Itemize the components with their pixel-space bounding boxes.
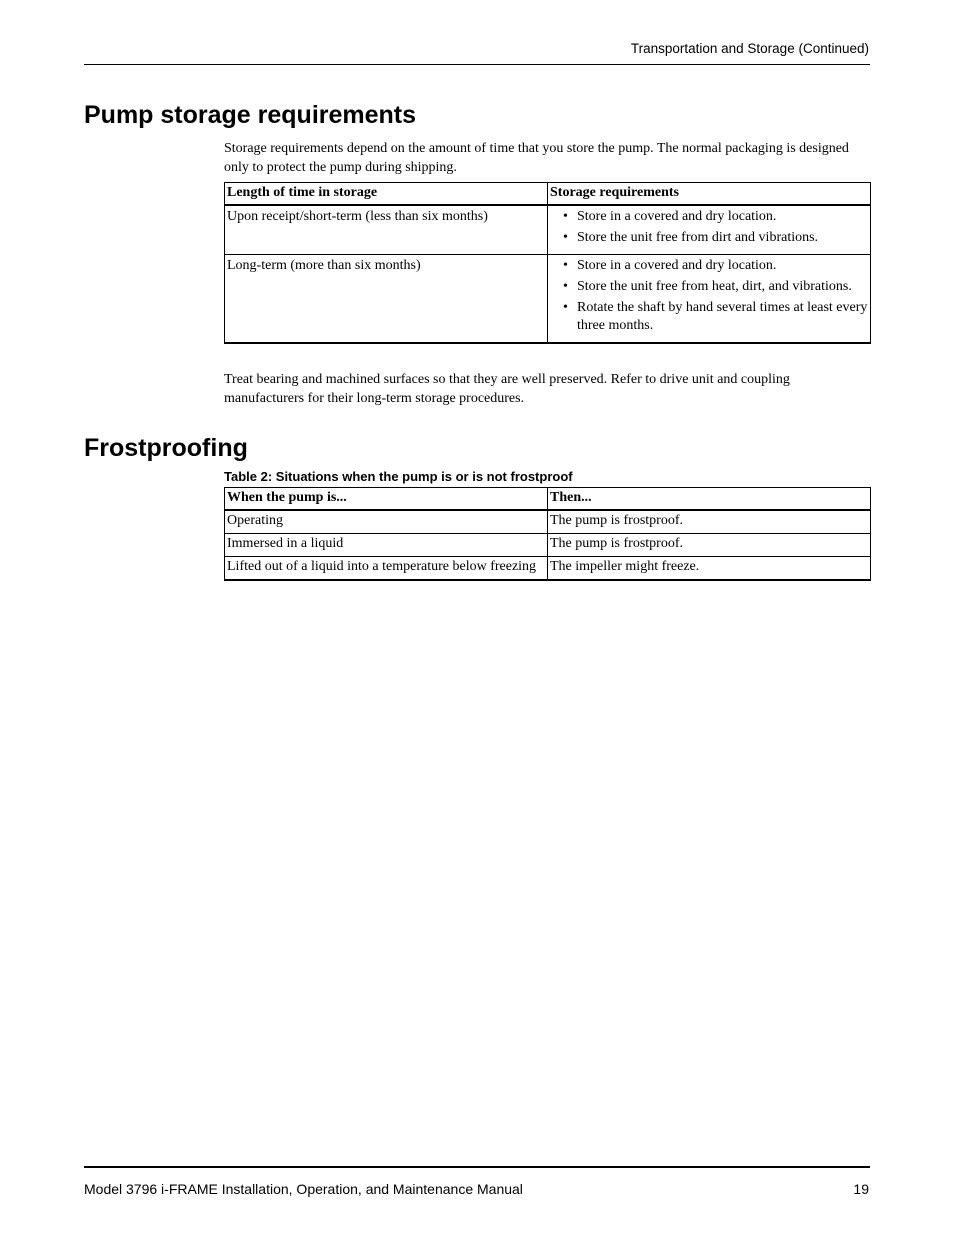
list-item: • Store in a covered and dry location. <box>577 208 868 226</box>
duration-cell: Long-term (more than six months) <box>225 255 548 344</box>
condition-cell: Operating <box>225 510 548 534</box>
list-item: • Store in a covered and dry location. <box>577 257 868 275</box>
requirements-cell <box>548 255 871 344</box>
frostproof-situations-table <box>224 487 871 581</box>
table-caption: Table 2: Situations when the pump is or is not frostproof <box>224 469 573 484</box>
duration-cell: Upon receipt/short-term (less than six months) <box>225 205 548 255</box>
column-header-requirements: Storage requirements <box>548 183 871 206</box>
table-header-row <box>225 183 871 206</box>
section-heading-frostproofing: Frostproofing <box>84 434 248 462</box>
column-header-length: Length of time in storage <box>225 183 548 206</box>
condition-cell: Immersed in a liquid <box>225 534 548 557</box>
requirements-cell <box>548 205 871 255</box>
table-row <box>225 510 871 534</box>
storage-intro-paragraph: Storage requirements depend on the amount of time that you store the pump. The normal packaging is designed only to protect the pump during shipping. <box>224 141 849 175</box>
surface-treatment-paragraph: Treat bearing and machined surfaces so that they are well preserved. Refer to drive unit and coupling manufacturers for their long-term storage procedures. <box>224 372 790 406</box>
table-header-row <box>225 488 871 511</box>
footer-manual-title: Model 3796 i-FRAME Installation, Operation, and Maintenance Manual <box>84 1181 523 1197</box>
running-header: Transportation and Storage (Continued) <box>630 41 869 56</box>
result-cell: The impeller might freeze. <box>548 557 871 581</box>
table-row <box>225 255 871 344</box>
table-row <box>225 205 871 255</box>
table-row <box>225 557 871 581</box>
result-cell: The pump is frostproof. <box>548 534 871 557</box>
header-rule <box>84 64 870 65</box>
table-row <box>225 534 871 557</box>
column-header-when: When the pump is... <box>225 488 548 511</box>
result-cell: The pump is frostproof. <box>548 510 871 534</box>
list-item: • Rotate the shaft by hand several times at least every three months. <box>577 299 868 335</box>
requirements-list <box>550 257 868 335</box>
condition-cell: Lifted out of a liquid into a temperature below freezing <box>225 557 548 581</box>
page-number: 19 <box>853 1181 869 1197</box>
section-heading-pump-storage: Pump storage requirements <box>84 101 417 129</box>
footer-rule <box>84 1166 870 1168</box>
storage-requirements-table <box>224 182 871 344</box>
list-item: • Store the unit free from dirt and vibrations. <box>577 229 868 247</box>
list-item: • Store the unit free from heat, dirt, and vibrations. <box>577 278 868 296</box>
column-header-then: Then... <box>548 488 871 511</box>
requirements-list <box>550 208 868 247</box>
